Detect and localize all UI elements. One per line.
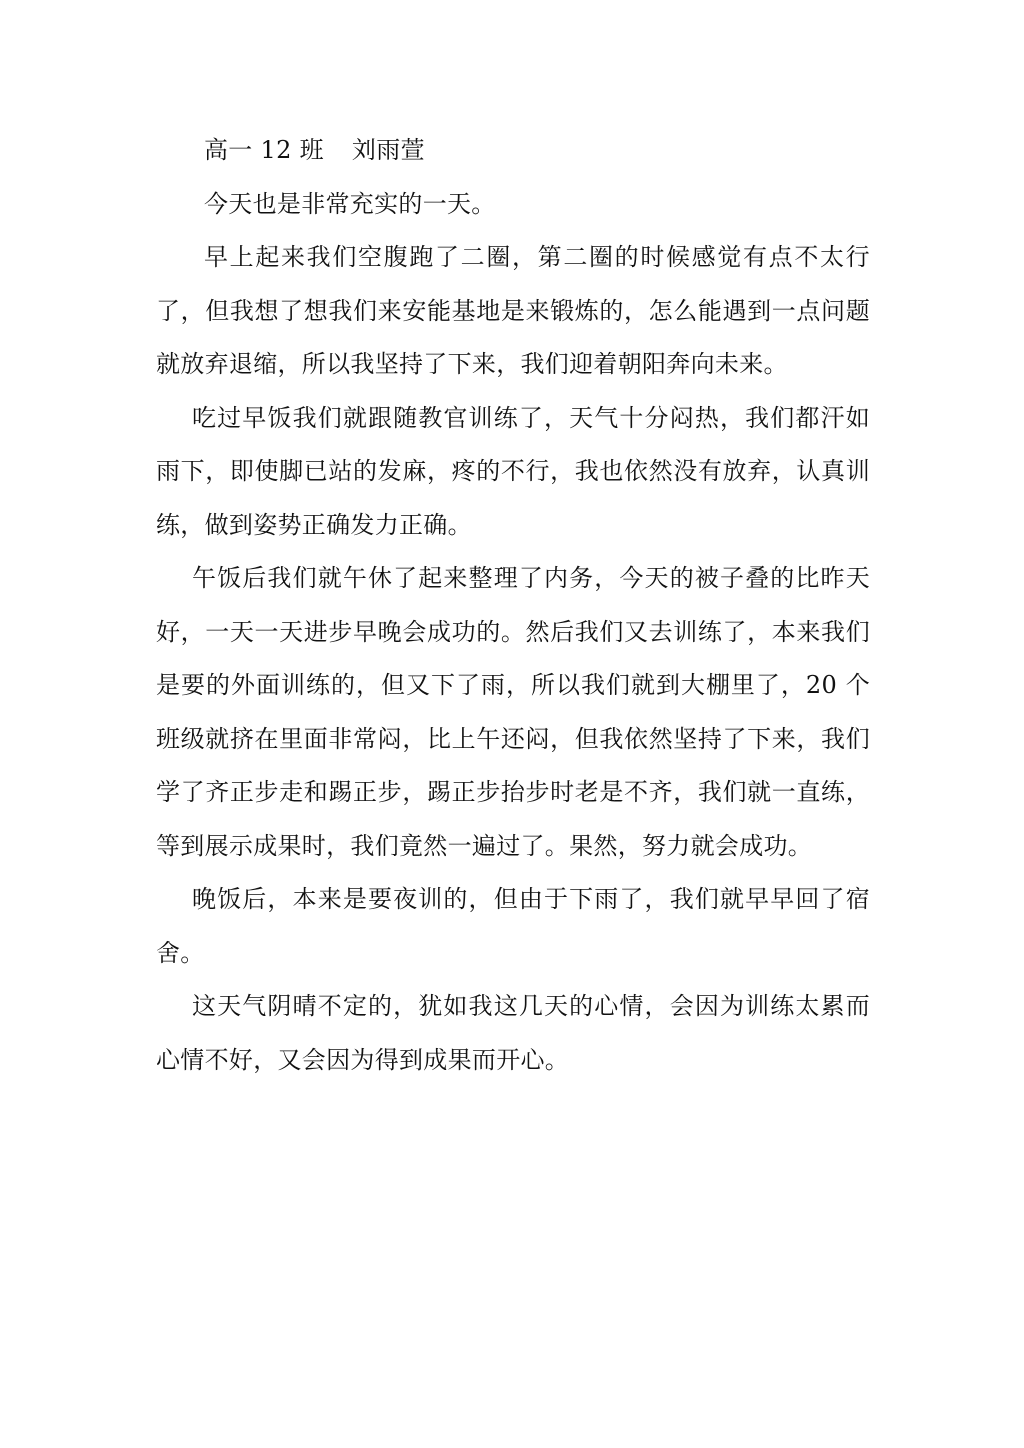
paragraph-6: 这天气阴晴不定的，犹如我这几天的心情，会因为训练太累而心情不好，又会因为得到成果而开心。 [156, 992, 870, 1074]
author-name: 刘雨萱 [351, 136, 425, 164]
class-name: 高一 12 班 [204, 136, 324, 164]
paragraph-3: 吃过早饭我们就跟随教官训练了，天气十分闷热，我们都汗如雨下，即使脚已站的发麻，疼的不行，我也依然没有放弃，认真训练，做到姿势正确发力正确。 [156, 403, 870, 539]
paragraph-4: 午饭后我们就午休了起来整理了内务，今天的被子叠的比昨天好，一天一天进步早晚会成功的。然后我们又去训练了，本来我们是要的外面训练的，但又下了雨，所以我们就到大棚里了，20 个班级就挤在里面非常闷，比上午还闷，但我依然坚持了下来，我们学了齐正步走和踢正步，踢正步抬步时老是不齐，我们就一直练，等到展示成果时，我们竟然一遍过了。果然，努力就会成功。 [156, 564, 870, 860]
document-body [156, 124, 870, 1087]
byline [156, 124, 870, 178]
paragraph-5: 晚饭后，本来是要夜训的，但由于下雨了，我们就早早回了宿舍。 [156, 885, 870, 967]
paragraph-2: 早上起来我们空腹跑了二圈，第二圈的时候感觉有点不太行了，但我想了想我们来安能基地是来锻炼的，怎么能遇到一点问题就放弃退缩，所以我坚持了下来，我们迎着朝阳奔向未来。 [156, 243, 870, 378]
paragraph-1: 今天也是非常充实的一天。 [204, 189, 496, 218]
